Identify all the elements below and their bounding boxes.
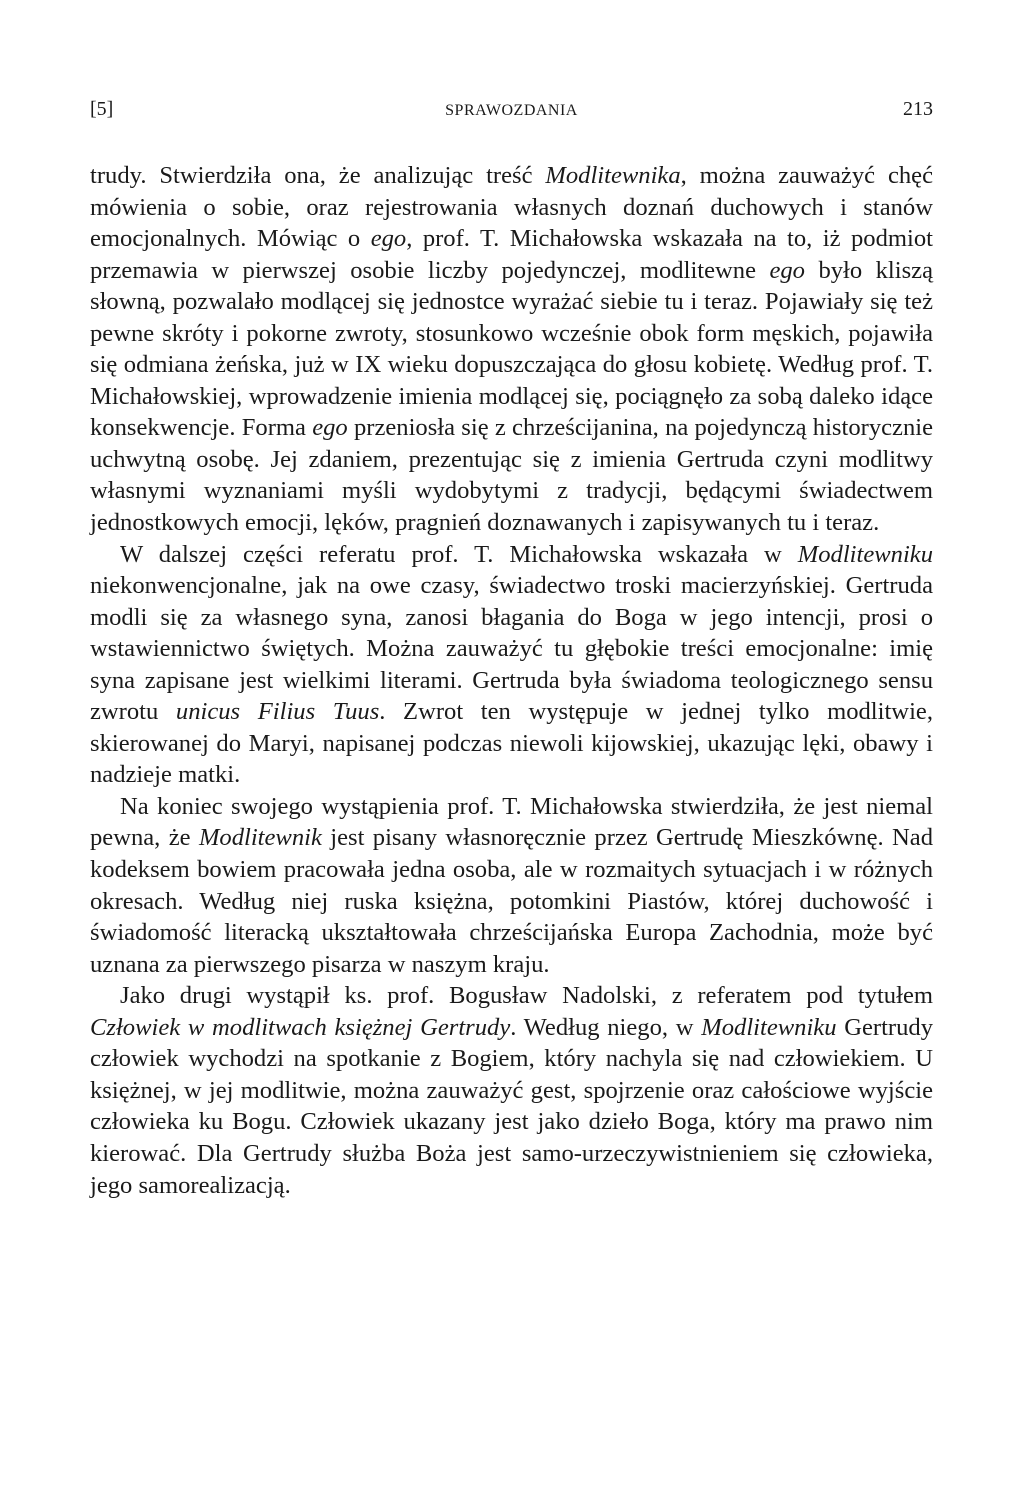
- text-run: , można zauważyć chęć mówienia o sobie, oraz rejestrowania własnych doznań duchowych i stanów emocjonalnych. Mówiąc o: [90, 162, 933, 253]
- italic-title-run: Modlitewnik: [198, 824, 322, 852]
- text-run: jest pisany własnoręcznie przez Gertrudę Mieszkównę. Nad kodeksem bowiem pracowała jedna osoba, ale w rozmaitych sytuacjach i w różnych okresach. Według niej ruska księżna, potomkini Piastów, której duchowość i świadomość literacką ukształtowała chrześcijańska Europa Zachodnia, może być uznana za pierwszego pisarza w naszym kraju.: [90, 824, 933, 978]
- italic-title-run: unicus Filius Tuus: [175, 698, 380, 726]
- text-run: Jako drugi wystąpił ks. prof. Bogusław Nadolski, z referatem pod tytułem: [120, 982, 933, 1010]
- section-marker: [5]: [90, 98, 114, 120]
- text-run: niekonwencjonalne, jak na owe czasy, świadectwo troski macierzyńskiej. Gertruda modli się za własnego syna, zanosi błagania do Boga w jego intencji, prosi o wstawiennictwo świętych. Można zauważyć tu głębokie treści emocjonalne: imię syna zapisane jest wielkimi literami. Gertruda była świadoma teologicznego sensu zwrotu: [90, 572, 933, 726]
- italic-title-run: Modlitewniku: [701, 1013, 837, 1041]
- report-body: [90, 160, 933, 1201]
- text-run: , prof. T. Michałowska wskazała na to, iż podmiot przemawia w pierwszej osobie liczby pojedynczej, modlitewne: [90, 225, 933, 284]
- text-run: Gertrudy człowiek wychodzi na spotkanie z Bogiem, który nachyla się nad człowiekiem. U księżnej, w jej modlitwie, można zauważyć gest, spojrzenie oraz całościowe wyjście człowieka ku Bogu. Człowiek ukazany jest jako dzieło Boga, który ma prawo nim kierować. Dla Gertrudy służba Boża jest samo-urzeczywistnieniem się człowieka, jego samorealizacją.: [90, 1013, 933, 1199]
- italic-title-run: Człowiek w modlitwach księżnej Gertrudy: [90, 1013, 511, 1041]
- page-number: 213: [903, 98, 933, 120]
- italic-title-run: Modlitewniku: [797, 540, 933, 568]
- paragraph-4: [90, 980, 933, 1201]
- paragraph-2: [90, 539, 933, 791]
- italic-title-run: ego: [769, 256, 805, 284]
- text-run: . Zwrot ten występuje w jednej tylko modlitwie, skierowanej do Maryi, napisanej podczas niewoli kijowskiej, ukazując lęki, obawy i nadzieje matki.: [90, 698, 933, 789]
- text-run: . Według niego, w: [510, 1013, 702, 1041]
- italic-title-run: ego: [312, 414, 348, 442]
- running-title: SPRAWOZDANIA: [445, 102, 578, 119]
- italic-title-run: ego: [370, 225, 407, 253]
- text-run: trudy. Stwierdziła ona, że analizując treść: [90, 162, 546, 189]
- italic-title-run: Modlitewnika: [545, 162, 681, 189]
- text-run: Na koniec swojego wystąpienia prof. T. Michałowska stwierdziła, że jest niemal pewna, że: [90, 792, 933, 852]
- text-run: przeniosła się z chrześcijanina, na pojedynczą historycznie uchwytną osobę. Jej zdaniem, prezentując się z imienia Gertruda czyni modlitwy własnymi wyznaniami myśli wydobytymi z tradycji, będącymi świadectwem jednostkowych emocji, lęków, pragnień doznawanych i zapisywanych tu i teraz.: [90, 414, 933, 537]
- paragraph-3: [90, 791, 933, 980]
- running-header: [90, 98, 933, 128]
- text-run: było kliszą słowną, pozwalało modlącej się jednostce wyrażać siebie tu i teraz. Pojawiały się też pewne skróty i pokorne zwroty, stosunkowo wcześnie obok form męskich, pojawiła się odmiana żeńska, już w IX wieku dopuszczająca do głosu kobietę. Według prof. T. Michałowskiej, wprowadzenie imienia modlącej się, pociągnęło za sobą daleko idące konsekwencje. Forma: [90, 256, 933, 442]
- paragraph-1: [90, 160, 933, 539]
- text-run: W dalszej części referatu prof. T. Michałowska wskazała w: [120, 540, 798, 568]
